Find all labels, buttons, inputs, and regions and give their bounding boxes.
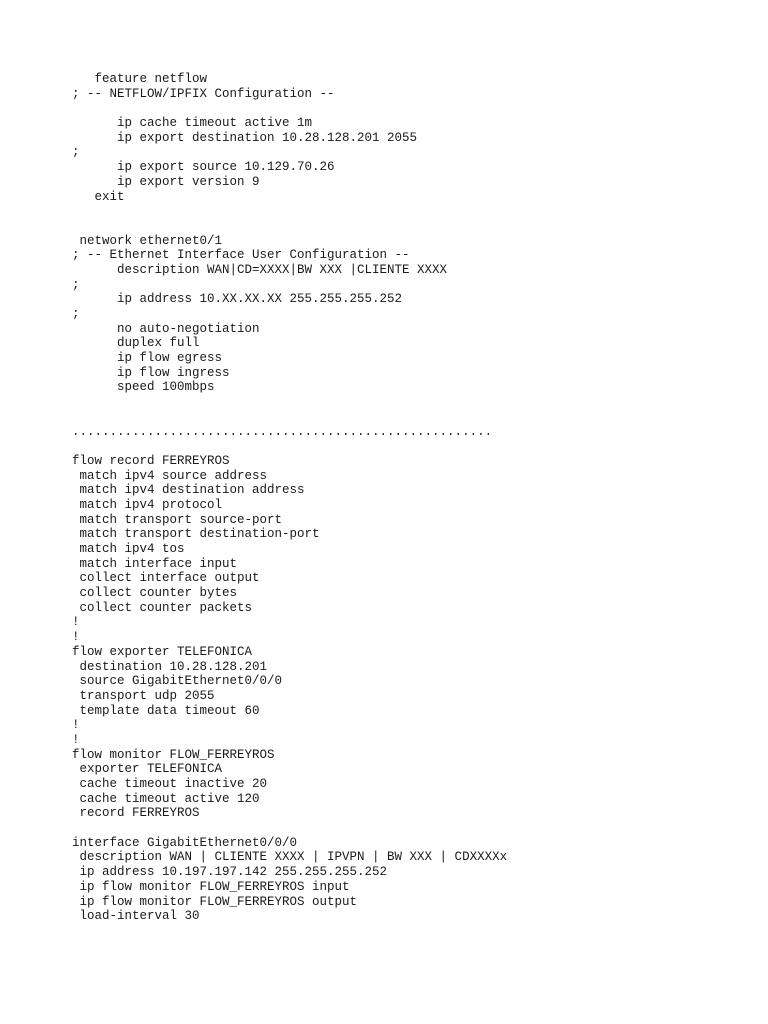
config-line: description WAN | CLIENTE XXXX | IPVPN | BW XXX | CDXXXXx bbox=[72, 850, 508, 865]
config-line: collect interface output bbox=[72, 571, 260, 586]
config-line: interface GigabitEthernet0/0/0 bbox=[72, 835, 298, 850]
config-line: ip flow monitor FLOW_FERREYROS input bbox=[72, 879, 350, 894]
config-line: feature netflow bbox=[72, 72, 208, 86]
config-line bbox=[72, 821, 752, 836]
config-line bbox=[72, 204, 752, 219]
config-line: record FERREYROS bbox=[72, 806, 200, 821]
config-line: ip export destination 10.28.128.201 2055 bbox=[72, 130, 418, 145]
config-line: match interface input bbox=[72, 556, 238, 571]
config-line: ! bbox=[72, 718, 80, 733]
config-line: source GigabitEthernet0/0/0 bbox=[72, 674, 283, 689]
config-line: ; bbox=[72, 307, 80, 321]
config-line: ; -- Ethernet Interface User Configuration -- bbox=[72, 248, 410, 263]
config-line: ; bbox=[72, 145, 80, 160]
config-line: ip address 10.XX.XX.XX 255.255.255.252 bbox=[72, 292, 403, 307]
config-line: load-interval 30 bbox=[72, 909, 200, 924]
config-line: ! bbox=[72, 630, 80, 645]
config-line: ! bbox=[72, 615, 80, 630]
document-page bbox=[72, 72, 752, 924]
config-line: match ipv4 tos bbox=[72, 542, 185, 556]
config-line: no auto-negotiation bbox=[72, 321, 260, 336]
config-line: ........................................................ bbox=[72, 424, 493, 439]
config-line: ip flow monitor FLOW_FERREYROS output bbox=[72, 894, 358, 909]
config-line: network ethernet0/1 bbox=[72, 233, 223, 248]
config-line: match ipv4 source address bbox=[72, 468, 268, 483]
config-line: destination 10.28.128.201 bbox=[72, 659, 268, 674]
config-line: match transport destination-port bbox=[72, 527, 320, 542]
config-line: ip export version 9 bbox=[72, 174, 260, 189]
config-line: match ipv4 destination address bbox=[72, 483, 305, 498]
config-line bbox=[72, 410, 752, 425]
config-line: duplex full bbox=[72, 336, 200, 351]
config-line: ip flow ingress bbox=[72, 365, 230, 380]
config-line: ip export source 10.129.70.26 bbox=[72, 160, 335, 175]
config-line: collect counter packets bbox=[72, 600, 253, 615]
config-line: cache timeout inactive 20 bbox=[72, 777, 268, 791]
config-line: transport udp 2055 bbox=[72, 688, 215, 703]
config-line: collect counter bytes bbox=[72, 586, 238, 601]
config-line: match transport source-port bbox=[72, 512, 283, 527]
config-line: flow monitor FLOW_FERREYROS bbox=[72, 747, 275, 762]
config-line: flow exporter TELEFONICA bbox=[72, 644, 253, 659]
config-line bbox=[72, 219, 752, 234]
config-line: cache timeout active 120 bbox=[72, 791, 260, 806]
config-line: exit bbox=[72, 189, 125, 204]
config-line: ! bbox=[72, 732, 80, 747]
config-line: flow record FERREYROS bbox=[72, 453, 230, 468]
config-line: description WAN|CD=XXXX|BW XXX |CLIENTE XXXX bbox=[72, 262, 448, 277]
config-line: ip address 10.197.197.142 255.255.255.252 bbox=[72, 865, 388, 880]
config-line: ip flow egress bbox=[72, 351, 223, 366]
config-line: ; bbox=[72, 277, 80, 292]
config-line bbox=[72, 439, 752, 454]
config-line bbox=[72, 101, 752, 116]
config-line: ; -- NETFLOW/IPFIX Configuration -- bbox=[72, 86, 335, 101]
config-line bbox=[72, 395, 752, 410]
config-line: match ipv4 protocol bbox=[72, 497, 223, 512]
config-line: template data timeout 60 bbox=[72, 703, 260, 718]
config-line: ip cache timeout active 1m bbox=[72, 116, 313, 131]
config-line: exporter TELEFONICA bbox=[72, 762, 223, 777]
config-line: speed 100mbps bbox=[72, 380, 215, 395]
